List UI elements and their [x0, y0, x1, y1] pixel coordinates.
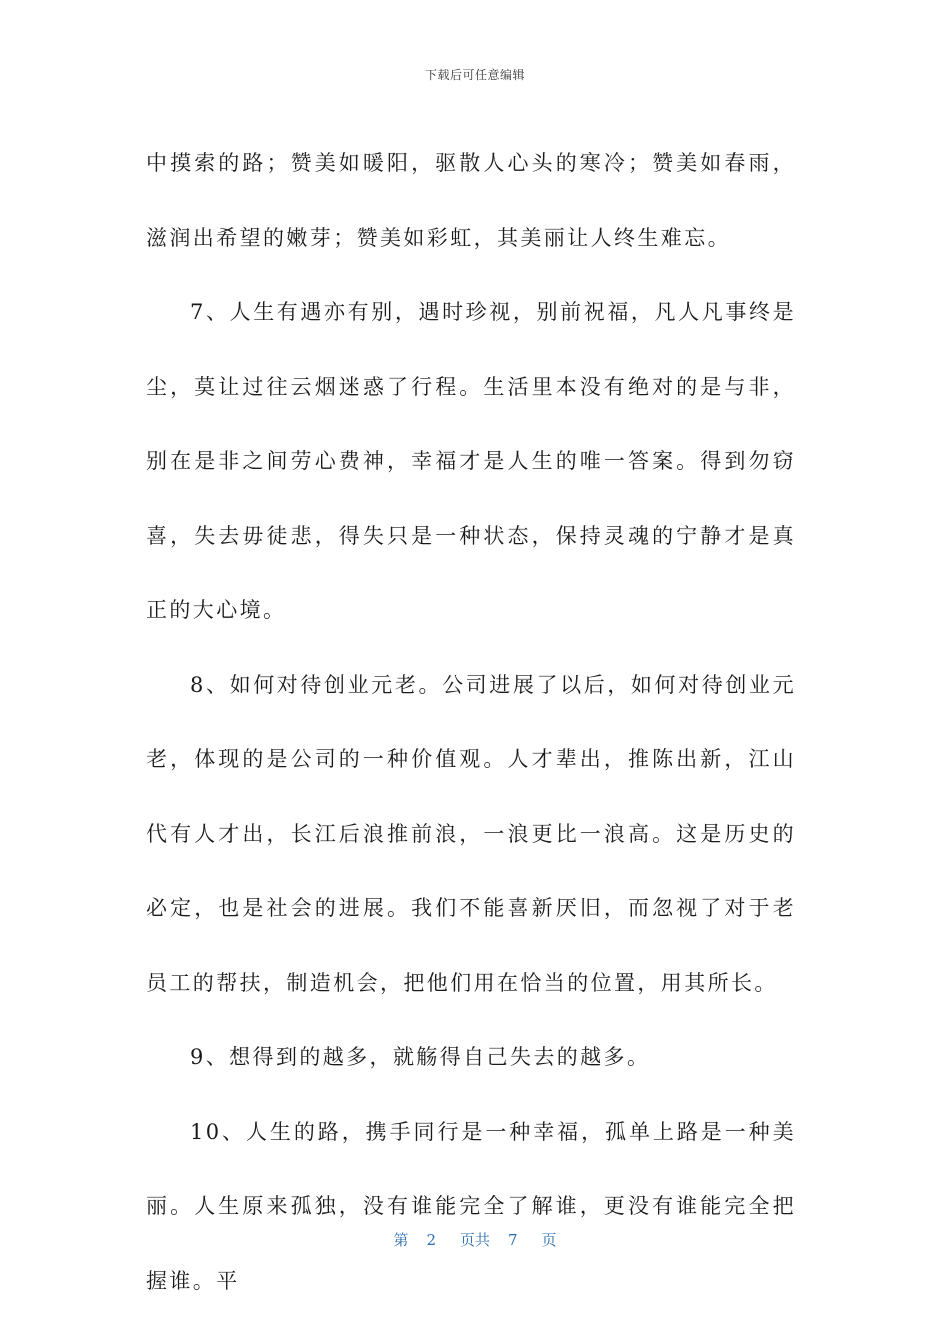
paragraph-item-7: 7、人生有遇亦有别，遇时珍视，别前祝福，凡人凡事终是尘，莫让过往云烟迷惑了行程。生活里本没有绝对的是与非，别在是非之间劳心费神，幸福才是人生的唯一答案。得到勿窃喜，失去毋徒悲，得失只是一种状态，保持灵魂的宁静才是真正的大心境。: [146, 300, 796, 622]
paragraph-item-9: 9、想得到的越多，就觞得自己失去的越多。: [190, 1045, 651, 1069]
footer-middle: 页共: [459, 1231, 490, 1249]
footer-suffix: 页: [541, 1231, 557, 1249]
paragraph-item-10: 10、人生的路，携手同行是一种幸福，孤单上路是一种美丽。人生原来孤独，没有谁能完全了解谁，更没有谁能完全把握谁。平: [146, 1119, 796, 1293]
footer-current-page: 2: [426, 1231, 436, 1249]
footer-total-pages: 7: [508, 1231, 518, 1249]
paragraph-continuation: 中摸索的路；赞美如暖阳，驱散人心头的寒冷；赞美如春雨，滋润出希望的嫩芽；赞美如彩虹，其美丽让人终生难忘。: [146, 151, 796, 250]
document-body: [146, 126, 796, 1318]
footer-prefix: 第: [393, 1231, 409, 1249]
header-note: 下载后可任意编辑: [424, 68, 525, 82]
paragraph-item-8: 8、如何对待创业元老。公司进展了以后，如何对待创业元老，体现的是公司的一种价值观。人才辈出，推陈出新，江山代有人才出，长江后浪推前浪，一浪更比一浪高。这是历史的必定，也是社会的进展。我们不能喜新厌旧，而忽视了对于老员工的帮扶，制造机会，把他们用在恰当的位置，用其所长。: [146, 672, 796, 995]
page-footer: [0, 1229, 950, 1250]
